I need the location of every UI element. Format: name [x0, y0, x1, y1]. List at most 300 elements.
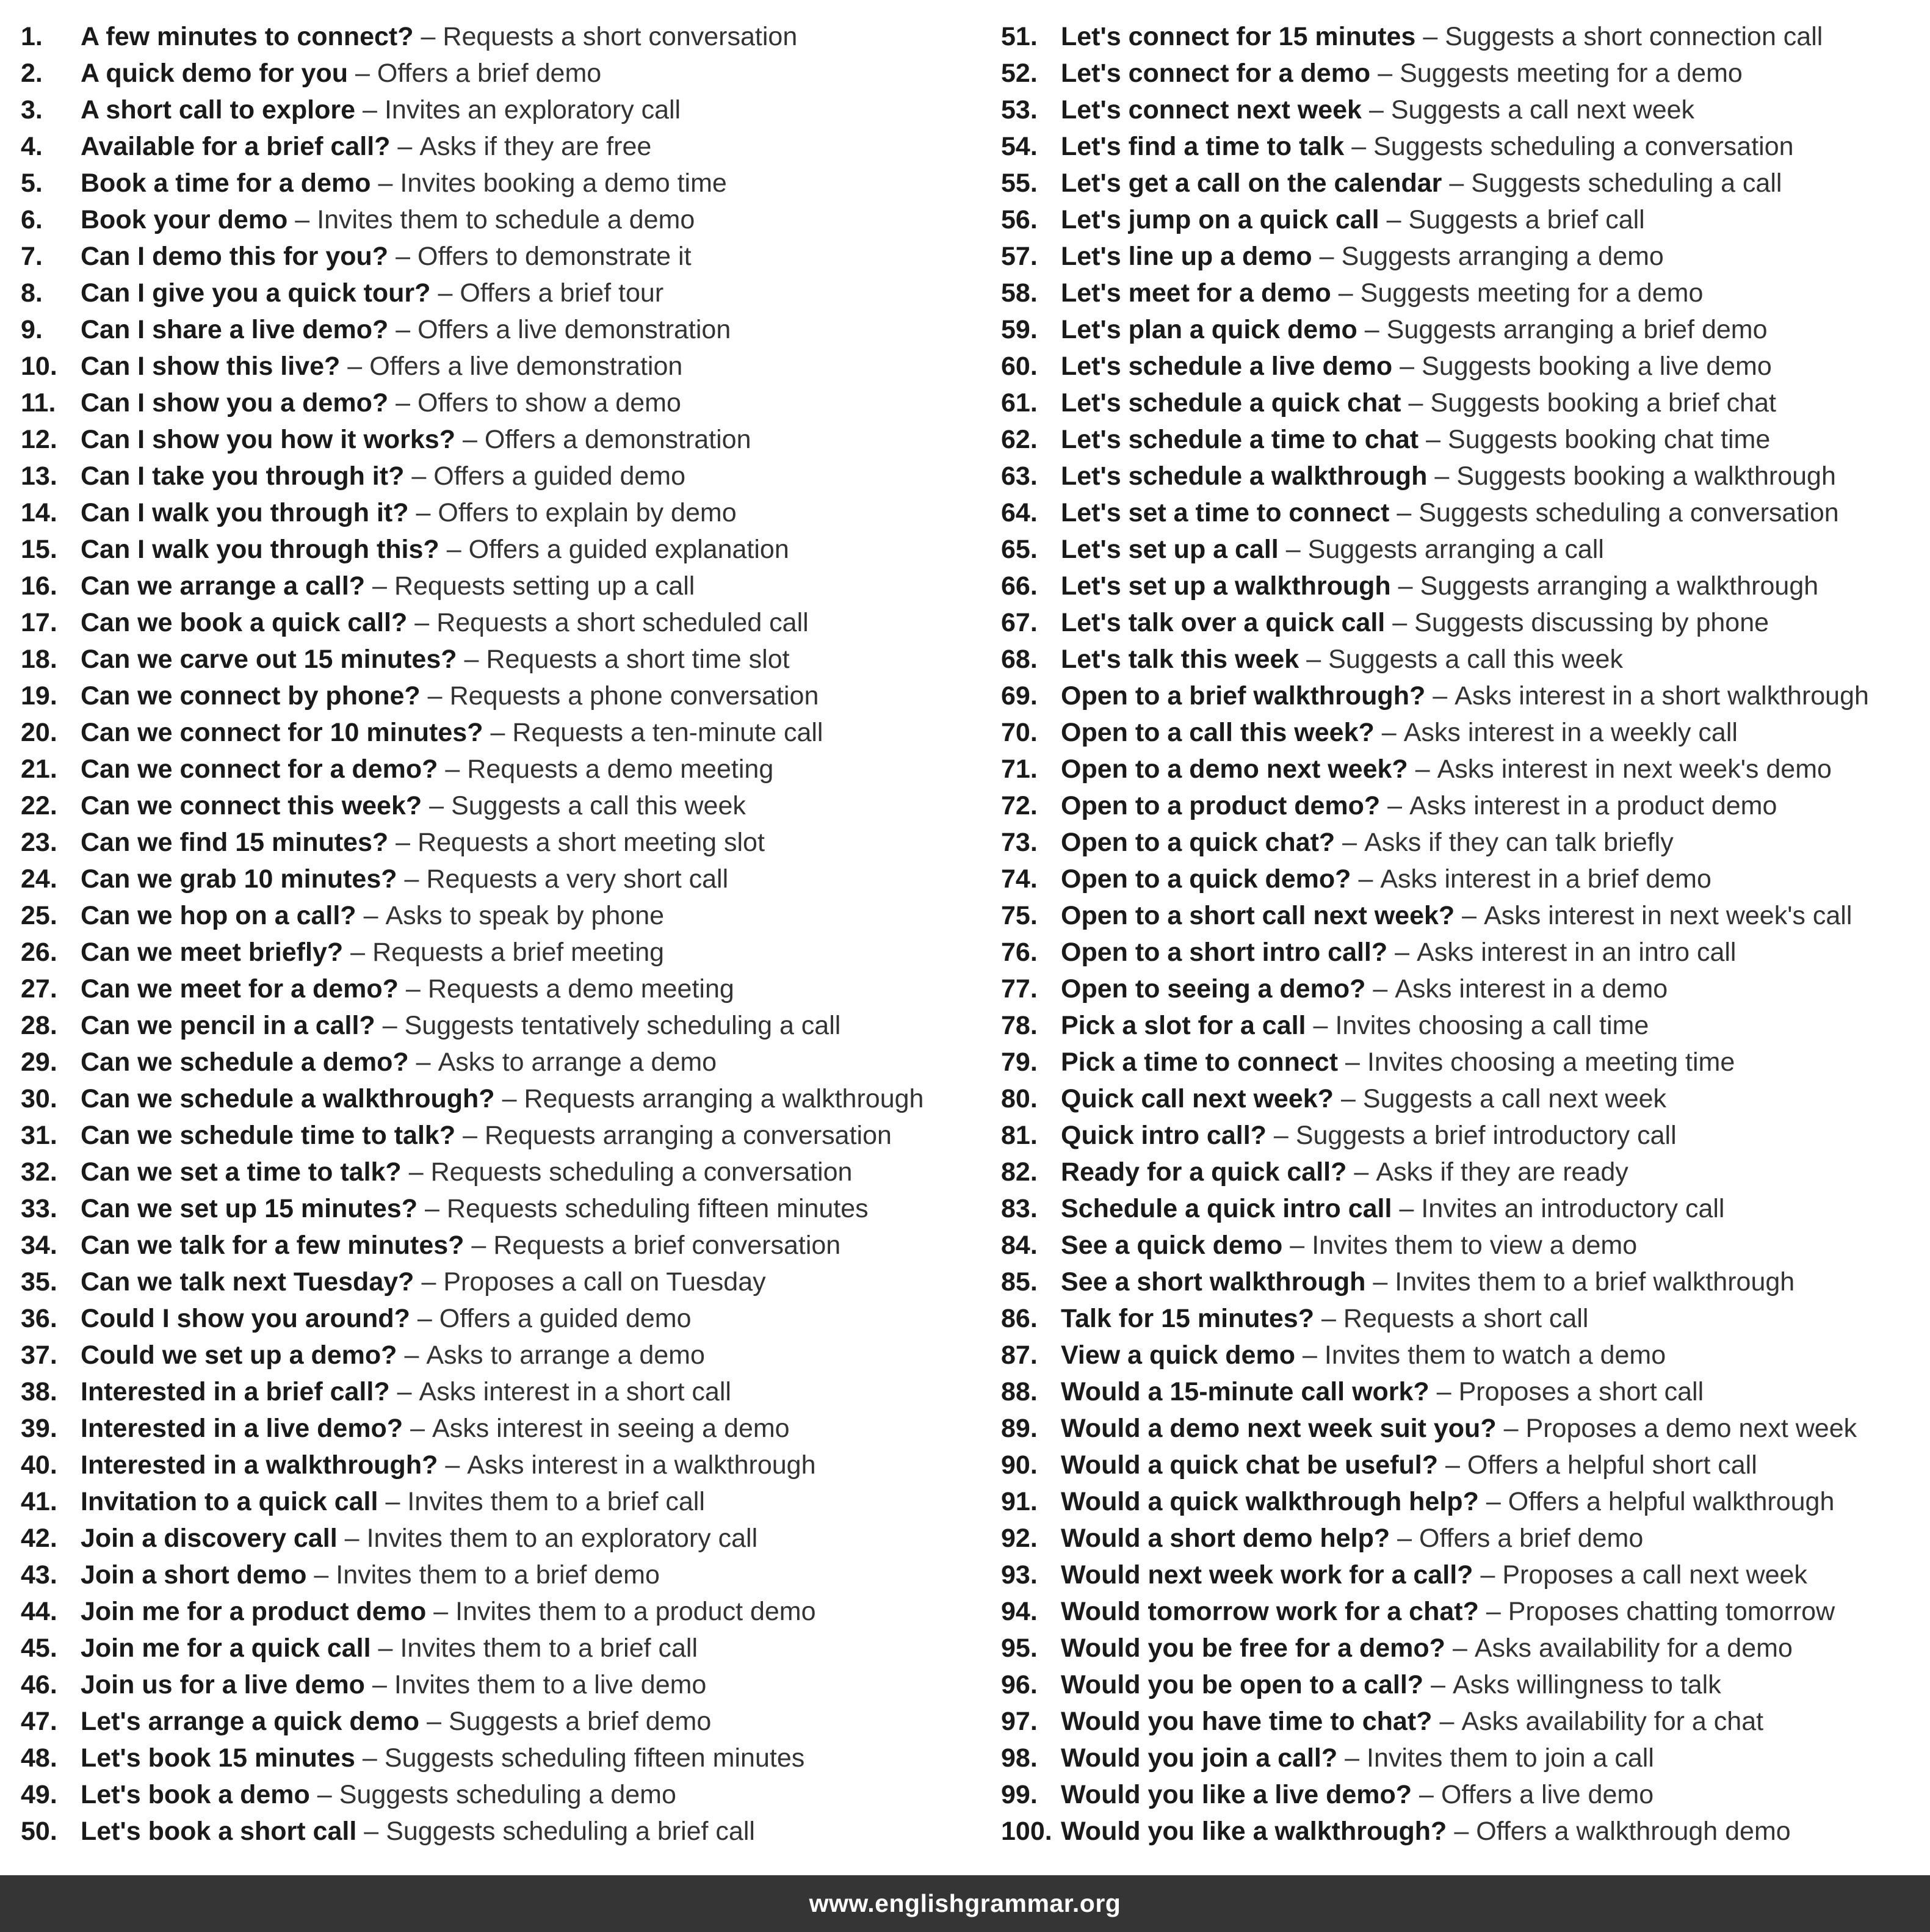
item-separator: – [1373, 1267, 1388, 1297]
item-number: 89. [1001, 1414, 1038, 1443]
list-item [1001, 348, 1917, 385]
item-phrase: Can we arrange a call? [81, 571, 366, 601]
list-item [1001, 531, 1917, 568]
list-item [1001, 238, 1917, 275]
item-number: 69. [1001, 681, 1038, 711]
item-number: 37. [21, 1340, 57, 1370]
item-separator: – [1381, 718, 1397, 747]
item-separator: – [1321, 1304, 1336, 1333]
item-separator: – [1285, 535, 1301, 564]
item-description: Suggests scheduling a call [1471, 168, 1782, 198]
item-phrase: Let's find a time to talk [1061, 132, 1345, 161]
item-separator: – [1454, 1817, 1469, 1846]
list-item [1001, 751, 1917, 787]
item-separator: – [427, 681, 443, 711]
item-description: Suggests booking a walkthrough [1456, 461, 1836, 491]
item-number: 15. [21, 535, 57, 564]
list-item [1001, 1557, 1917, 1593]
item-separator: – [1433, 681, 1448, 711]
item-description: Asks interest in a weekly call [1403, 718, 1738, 747]
item-phrase: Open to a call this week? [1061, 718, 1375, 747]
item-separator: – [1345, 1743, 1360, 1773]
list-item [21, 1300, 973, 1337]
item-phrase: Would you like a walkthrough? [1061, 1817, 1447, 1846]
item-number: 85. [1001, 1267, 1038, 1297]
list-item [21, 275, 973, 311]
item-phrase: Let's schedule a live demo [1061, 352, 1393, 381]
list-item [1001, 128, 1917, 165]
list-item [1001, 1373, 1917, 1410]
item-phrase: Can I take you through it? [81, 461, 405, 491]
item-description: Invites them to a brief demo [336, 1560, 660, 1590]
item-number: 73. [1001, 828, 1038, 857]
item-number: 63. [1001, 461, 1038, 491]
item-separator: – [362, 1743, 377, 1773]
list-item [21, 531, 973, 568]
list-item [1001, 1154, 1917, 1190]
item-number: 79. [1001, 1047, 1038, 1077]
item-phrase: Let's schedule a walkthrough [1061, 461, 1428, 491]
item-phrase: Can we talk for a few minutes? [81, 1231, 464, 1260]
item-number: 92. [1001, 1524, 1038, 1553]
item-number: 74. [1001, 864, 1038, 894]
item-phrase: Interested in a walkthrough? [81, 1450, 438, 1480]
item-separator: – [1345, 1047, 1360, 1077]
item-number: 25. [21, 901, 57, 930]
item-number: 53. [1001, 95, 1038, 125]
item-separator: – [397, 1377, 412, 1406]
item-number: 65. [1001, 535, 1038, 564]
item-description: Offers a brief demo [1419, 1524, 1644, 1553]
item-phrase: Let's meet for a demo [1061, 278, 1331, 308]
item-number: 17. [21, 608, 57, 637]
item-separator: – [1351, 132, 1367, 161]
item-separator: – [396, 315, 411, 344]
item-separator: – [385, 1487, 400, 1516]
item-phrase: Join a discovery call [81, 1524, 338, 1553]
item-separator: – [424, 1194, 439, 1223]
item-number: 30. [21, 1084, 57, 1113]
item-number: 55. [1001, 168, 1038, 198]
item-separator: – [397, 132, 413, 161]
item-separator: – [1503, 1414, 1519, 1443]
list-item [1001, 1740, 1917, 1776]
item-number: 49. [21, 1780, 57, 1809]
item-phrase: Can I walk you through it? [81, 498, 409, 527]
item-description: Offers a brief demo [377, 59, 602, 88]
item-description: Offers a live demo [1440, 1780, 1654, 1809]
item-separator: – [1319, 242, 1334, 271]
item-description: Offers a brief tour [460, 278, 664, 308]
item-separator: – [382, 1011, 397, 1040]
item-phrase: Can we pencil in a call? [81, 1011, 375, 1040]
item-separator: – [1452, 1634, 1467, 1663]
list-item [1001, 604, 1917, 641]
item-separator: – [1313, 1011, 1328, 1040]
list-item [1001, 494, 1917, 531]
item-description: Invites them to view a demo [1312, 1231, 1638, 1260]
item-separator: – [416, 1047, 431, 1077]
item-description: Suggests scheduling a brief call [386, 1817, 755, 1846]
item-phrase: Can we carve out 15 minutes? [81, 645, 457, 674]
list-item [21, 1337, 973, 1373]
list-item [1001, 1044, 1917, 1080]
item-description: Proposes chatting tomorrow [1508, 1597, 1835, 1626]
list-item [1001, 568, 1917, 604]
item-number: 33. [21, 1194, 57, 1223]
item-number: 10. [21, 352, 57, 381]
list-item [1001, 18, 1917, 55]
item-phrase: Can we hop on a call? [81, 901, 356, 930]
item-phrase: Let's talk this week [1061, 645, 1299, 674]
list-item [21, 1483, 973, 1520]
item-description: Invites them to an exploratory call [366, 1524, 758, 1553]
item-description: Offers a helpful walkthrough [1508, 1487, 1835, 1516]
item-phrase: Can we connect for 10 minutes? [81, 718, 483, 747]
item-number: 36. [21, 1304, 57, 1333]
item-phrase: Quick call next week? [1061, 1084, 1334, 1113]
list-item [21, 1666, 973, 1703]
item-phrase: Can we schedule a walkthrough? [81, 1084, 495, 1113]
list-item [1001, 92, 1917, 128]
item-separator: – [1378, 59, 1393, 88]
item-phrase: Would you join a call? [1061, 1743, 1338, 1773]
item-number: 9. [21, 315, 43, 344]
list-item [21, 128, 973, 165]
list-item [1001, 1227, 1917, 1264]
item-separator: – [396, 242, 410, 271]
item-separator: – [433, 1597, 449, 1626]
item-phrase: Would you have time to chat? [1061, 1707, 1433, 1736]
item-separator: – [1302, 1340, 1317, 1370]
item-description: Asks interest in next week's demo [1437, 754, 1832, 784]
item-phrase: Let's schedule a quick chat [1061, 388, 1401, 418]
item-separator: – [1439, 1707, 1455, 1736]
item-phrase: Can I share a live demo? [81, 315, 389, 344]
item-number: 95. [1001, 1634, 1038, 1663]
item-separator: – [427, 1707, 441, 1736]
item-number: 27. [21, 974, 57, 1004]
item-separator: – [414, 608, 430, 637]
item-description: Suggests tentatively scheduling a call [404, 1011, 841, 1040]
item-separator: – [1399, 1194, 1414, 1223]
item-separator: – [445, 1450, 460, 1480]
list-item [21, 385, 973, 421]
item-phrase: Open to a demo next week? [1061, 754, 1408, 784]
item-description: Offers to show a demo [417, 388, 681, 418]
item-separator: – [1423, 22, 1438, 51]
item-number: 19. [21, 681, 57, 711]
item-description: Asks if they can talk briefly [1364, 828, 1674, 857]
list-column-left [21, 18, 973, 1850]
item-separator: – [1338, 278, 1353, 308]
item-description: Invites choosing a call time [1335, 1011, 1649, 1040]
list-item [21, 568, 973, 604]
item-description: Requests scheduling a conversation [430, 1157, 853, 1187]
item-description: Offers a walkthrough demo [1476, 1817, 1791, 1846]
item-phrase: Join me for a quick call [81, 1634, 371, 1663]
list-item [1001, 1703, 1917, 1740]
item-description: Suggests a short connection call [1445, 22, 1823, 51]
item-phrase: Can I show you how it works? [81, 425, 455, 454]
item-separator: – [363, 901, 378, 930]
item-description: Proposes a demo next week [1525, 1414, 1857, 1443]
item-number: 22. [21, 791, 57, 820]
item-description: Proposes a call on Tuesday [443, 1267, 766, 1297]
list-item [1001, 1190, 1917, 1227]
list-item [21, 641, 973, 678]
item-description: Suggests scheduling a conversation [1419, 498, 1839, 527]
item-description: Offers a helpful short call [1467, 1450, 1757, 1480]
item-description: Requests a very short call [426, 864, 729, 894]
list-item [21, 751, 973, 787]
item-number: 1. [21, 22, 43, 51]
item-phrase: Let's set up a walkthrough [1061, 571, 1391, 601]
item-separator: – [1445, 1450, 1460, 1480]
item-description: Offers a guided explanation [468, 535, 789, 564]
list-item [21, 1080, 973, 1117]
item-separator: – [410, 1414, 425, 1443]
item-number: 20. [21, 718, 57, 747]
list-item [1001, 165, 1917, 201]
list-item [1001, 787, 1917, 824]
item-phrase: Would a quick walkthrough help? [1061, 1487, 1479, 1516]
list-item [21, 678, 973, 714]
item-description: Requests a demo meeting [427, 974, 734, 1004]
list-item [1001, 311, 1917, 348]
item-separator: – [1400, 352, 1415, 381]
item-phrase: Invitation to a quick call [81, 1487, 378, 1516]
item-separator: – [1273, 1121, 1288, 1150]
item-number: 60. [1001, 352, 1038, 381]
item-phrase: Can we connect this week? [81, 791, 422, 820]
item-phrase: Can we connect for a demo? [81, 754, 438, 784]
list-item [21, 934, 973, 971]
item-separator: – [463, 1121, 478, 1150]
item-description: Invites them to a live demo [394, 1670, 707, 1699]
item-description: Requests a brief meeting [372, 938, 665, 967]
list-item [21, 1190, 973, 1227]
item-phrase: Open to a product demo? [1061, 791, 1381, 820]
item-separator: – [1373, 974, 1388, 1004]
list-item [1001, 1117, 1917, 1154]
item-description: Invites them to schedule a demo [317, 205, 695, 234]
item-phrase: Can we schedule a demo? [81, 1047, 409, 1077]
item-phrase: Open to seeing a demo? [1061, 974, 1366, 1004]
item-number: 18. [21, 645, 57, 674]
list-item [1001, 1300, 1917, 1337]
list-item [21, 604, 973, 641]
item-number: 58. [1001, 278, 1038, 308]
item-number: 8. [21, 278, 43, 308]
item-phrase: Would next week work for a call? [1061, 1560, 1473, 1590]
item-phrase: Book your demo [81, 205, 288, 234]
list-item [1001, 1630, 1917, 1666]
item-phrase: Open to a brief walkthrough? [1061, 681, 1426, 711]
item-number: 34. [21, 1231, 57, 1260]
list-item [21, 1373, 973, 1410]
list-item [21, 238, 973, 275]
item-number: 50. [21, 1817, 57, 1846]
item-phrase: Can we grab 10 minutes? [81, 864, 397, 894]
item-number: 70. [1001, 718, 1038, 747]
item-number: 6. [21, 205, 43, 234]
item-description: Asks if they are ready [1376, 1157, 1628, 1187]
item-separator: – [364, 1817, 379, 1846]
item-description: Asks interest in next week's call [1484, 901, 1852, 930]
item-description: Invites them to a product demo [455, 1597, 816, 1626]
item-description: Requests a demo meeting [467, 754, 774, 784]
list-item [21, 1044, 973, 1080]
item-phrase: Can we find 15 minutes? [81, 828, 389, 857]
item-number: 80. [1001, 1084, 1038, 1113]
item-description: Suggests booking a live demo [1422, 352, 1772, 381]
item-phrase: Let's set up a call [1061, 535, 1279, 564]
item-phrase: A few minutes to connect? [81, 22, 414, 51]
item-separator: – [1434, 461, 1450, 491]
item-separator: – [416, 498, 431, 527]
item-phrase: Let's schedule a time to chat [1061, 425, 1419, 454]
item-phrase: Let's book a demo [81, 1780, 310, 1809]
item-phrase: Join me for a product demo [81, 1597, 427, 1626]
item-separator: – [464, 645, 479, 674]
item-description: Asks interest in a short call [419, 1377, 731, 1406]
item-description: Suggests a call next week [1362, 1084, 1667, 1113]
list-item [1001, 971, 1917, 1007]
item-separator: – [446, 535, 461, 564]
item-phrase: Would a short demo help? [1061, 1524, 1390, 1553]
item-phrase: Talk for 15 minutes? [1061, 1304, 1314, 1333]
item-separator: – [363, 95, 377, 125]
item-description: Suggests a brief introductory call [1295, 1121, 1677, 1150]
item-separator: – [1386, 205, 1401, 234]
item-separator: – [1480, 1560, 1495, 1590]
item-phrase: Would a 15-minute call work? [1061, 1377, 1429, 1406]
list-item [1001, 1520, 1917, 1557]
item-phrase: Ready for a quick call? [1061, 1157, 1347, 1187]
list-item [21, 1520, 973, 1557]
item-phrase: Would a demo next week suit you? [1061, 1414, 1497, 1443]
item-description: Invites them to join a call [1367, 1743, 1654, 1773]
item-number: 39. [21, 1414, 57, 1443]
item-number: 52. [1001, 59, 1038, 88]
item-description: Suggests scheduling fifteen minutes [384, 1743, 805, 1773]
item-separator: – [347, 352, 363, 381]
item-phrase: Can I walk you through this? [81, 535, 439, 564]
footer-website-link[interactable]: www.englishgrammar.org [809, 1889, 1121, 1917]
item-number: 66. [1001, 571, 1038, 601]
item-separator: – [1431, 1670, 1445, 1699]
item-description: Offers a guided demo [439, 1304, 692, 1333]
list-item [1001, 201, 1917, 238]
list-item [1001, 897, 1917, 934]
item-description: Asks availability for a chat [1461, 1707, 1764, 1736]
list-item [1001, 1410, 1917, 1447]
list-item [21, 1154, 973, 1190]
item-description: Suggests booking chat time [1448, 425, 1771, 454]
list-item [1001, 1666, 1917, 1703]
list-item [1001, 1776, 1917, 1813]
item-phrase: Let's jump on a quick call [1061, 205, 1379, 234]
item-phrase: Can we meet briefly? [81, 938, 344, 967]
item-description: Invites them to a brief call [407, 1487, 705, 1516]
item-phrase: Let's get a call on the calendar [1061, 168, 1442, 198]
item-number: 78. [1001, 1011, 1038, 1040]
list-item [21, 1813, 973, 1850]
item-separator: – [295, 205, 310, 234]
list-item [21, 1703, 973, 1740]
item-description: Suggests a call this week [1328, 645, 1623, 674]
list-item [1001, 1593, 1917, 1630]
item-separator: – [1436, 1377, 1451, 1406]
item-number: 72. [1001, 791, 1038, 820]
item-description: Invites them to a brief walkthrough [1395, 1267, 1795, 1297]
item-separator: – [1387, 791, 1403, 820]
item-separator: – [1368, 95, 1384, 125]
item-description: Suggests meeting for a demo [1360, 278, 1704, 308]
item-phrase: Can we schedule time to talk? [81, 1121, 456, 1150]
item-phrase: Could we set up a demo? [81, 1340, 397, 1370]
item-separator: – [1397, 498, 1412, 527]
item-phrase: Open to a short intro call? [1061, 938, 1388, 967]
item-phrase: Can we set a time to talk? [81, 1157, 402, 1187]
item-number: 87. [1001, 1340, 1038, 1370]
item-number: 86. [1001, 1304, 1038, 1333]
list-item [21, 55, 973, 92]
item-number: 11. [21, 388, 56, 418]
item-phrase: Let's set a time to connect [1061, 498, 1390, 527]
list-item [21, 18, 973, 55]
item-description: Requests arranging a walkthrough [524, 1084, 924, 1113]
item-separator: – [490, 718, 505, 747]
item-phrase: Open to a quick demo? [1061, 864, 1351, 894]
item-separator: – [411, 461, 427, 491]
item-phrase: See a quick demo [1061, 1231, 1283, 1260]
item-separator: – [502, 1084, 517, 1113]
item-description: Requests a brief conversation [493, 1231, 841, 1260]
item-description: Offers a guided demo [433, 461, 686, 491]
item-number: 38. [21, 1377, 57, 1406]
item-number: 43. [21, 1560, 57, 1590]
item-number: 42. [21, 1524, 57, 1553]
item-description: Requests a short conversation [443, 22, 798, 51]
item-description: Requests a short time slot [486, 645, 790, 674]
item-number: 13. [21, 461, 57, 491]
item-number: 57. [1001, 242, 1038, 271]
item-number: 75. [1001, 901, 1038, 930]
list-item [1001, 1007, 1917, 1044]
item-phrase: Interested in a brief call? [81, 1377, 390, 1406]
list-item [1001, 1813, 1917, 1850]
footer-bar [0, 1875, 1930, 1932]
item-description: Invites an introductory call [1421, 1194, 1725, 1223]
item-separator: – [1354, 1157, 1369, 1187]
item-separator: – [1398, 571, 1413, 601]
item-number: 84. [1001, 1231, 1038, 1260]
item-description: Asks to speak by phone [385, 901, 665, 930]
item-phrase: Can we meet for a demo? [81, 974, 399, 1004]
item-separator: – [404, 1340, 419, 1370]
list-item [21, 1007, 973, 1044]
item-description: Asks interest in an intro call [1417, 938, 1737, 967]
list-item [21, 897, 973, 934]
item-phrase: Can we talk next Tuesday? [81, 1267, 414, 1297]
item-phrase: Can we book a quick call? [81, 608, 408, 637]
item-separator: – [1364, 315, 1379, 344]
item-separator: – [1419, 1780, 1434, 1809]
item-separator: – [404, 864, 419, 894]
item-number: 26. [21, 938, 57, 967]
